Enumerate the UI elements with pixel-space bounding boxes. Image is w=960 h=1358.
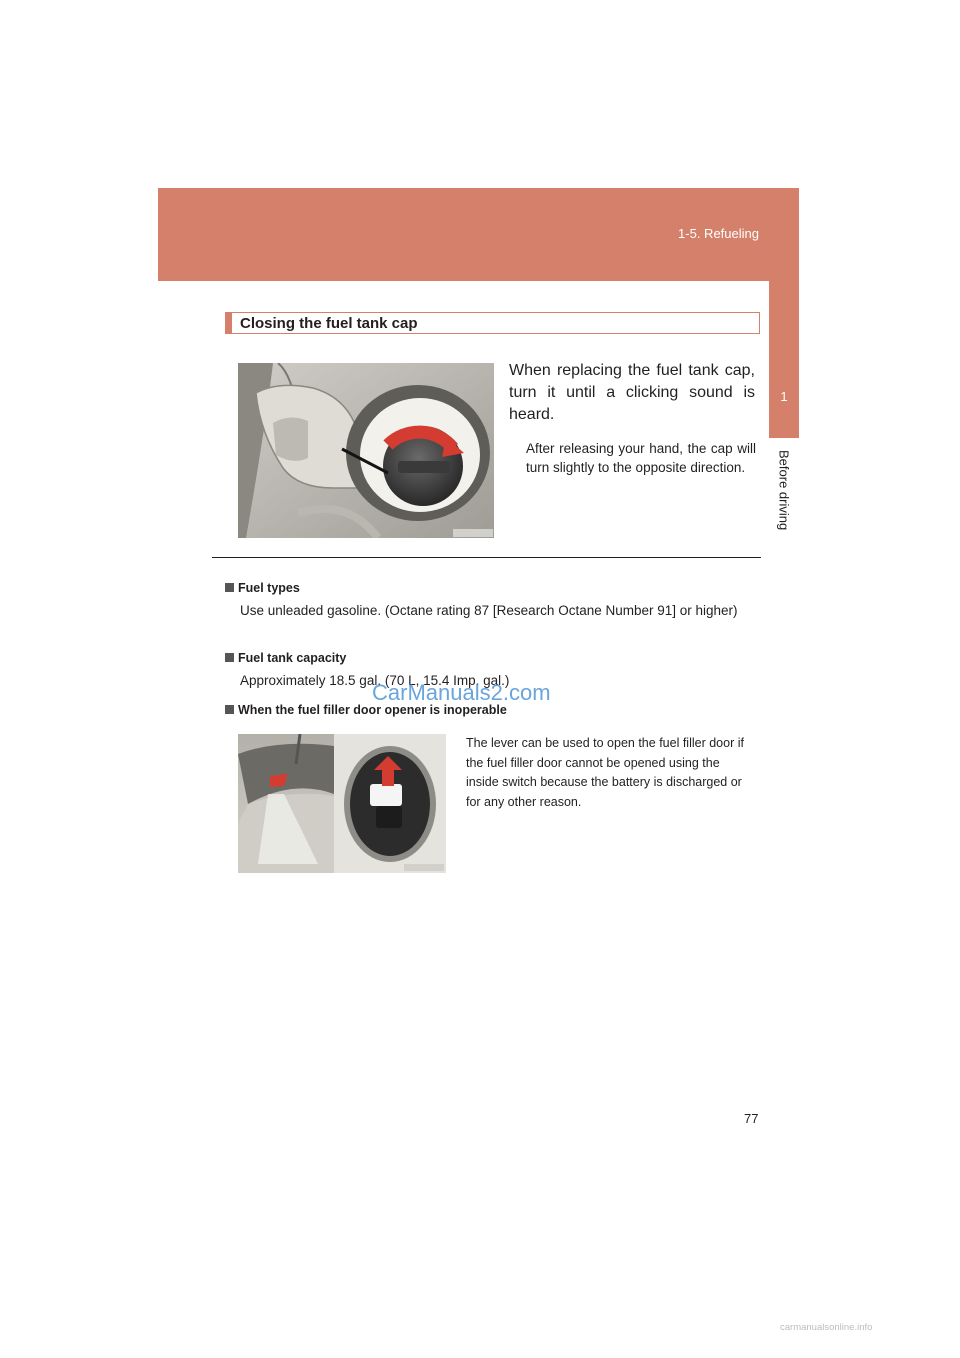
square-bullet-icon bbox=[225, 705, 234, 714]
note-body: Approximately 18.5 gal. (70 L, 15.4 Imp. gal.) bbox=[240, 673, 510, 688]
fuel-cap-photo bbox=[238, 363, 494, 538]
watermark: CarManuals2.com bbox=[372, 680, 551, 705]
footer-watermark: carmanualsonline.info bbox=[780, 1322, 873, 1333]
note-heading: Fuel types bbox=[238, 581, 300, 595]
main-instruction: When replacing the fuel tank cap, turn it until a clicking sound is heard. bbox=[509, 362, 755, 423]
section-title: Closing the fuel tank cap bbox=[240, 315, 418, 332]
chapter-caption: Before driving bbox=[776, 450, 792, 531]
square-bullet-icon bbox=[225, 653, 234, 662]
chapter-number: 1 bbox=[780, 389, 788, 404]
note-heading: When the fuel filler door opener is inoperable bbox=[238, 703, 507, 717]
note-body: Use unleaded gasoline. (Octane rating 87 [Research Octane Number 91] or higher) bbox=[240, 603, 738, 618]
section-label: 1-5. Refueling bbox=[678, 226, 759, 241]
trunk-lever-photo bbox=[238, 734, 446, 873]
section-divider bbox=[212, 557, 761, 558]
lever-description: The lever can be used to open the fuel filler door if the fuel filler door cannot be opened using the inside switch because the battery is discharged or for any other reason. bbox=[466, 736, 744, 809]
sub-instruction: After releasing your hand, the cap will turn slightly to the opposite direction. bbox=[526, 441, 756, 475]
square-bullet-icon bbox=[225, 583, 234, 592]
note-heading: Fuel tank capacity bbox=[238, 651, 347, 665]
note-fuel-types bbox=[225, 579, 765, 620]
page-number: 77 bbox=[744, 1111, 759, 1126]
section-heading-bar bbox=[225, 312, 760, 334]
